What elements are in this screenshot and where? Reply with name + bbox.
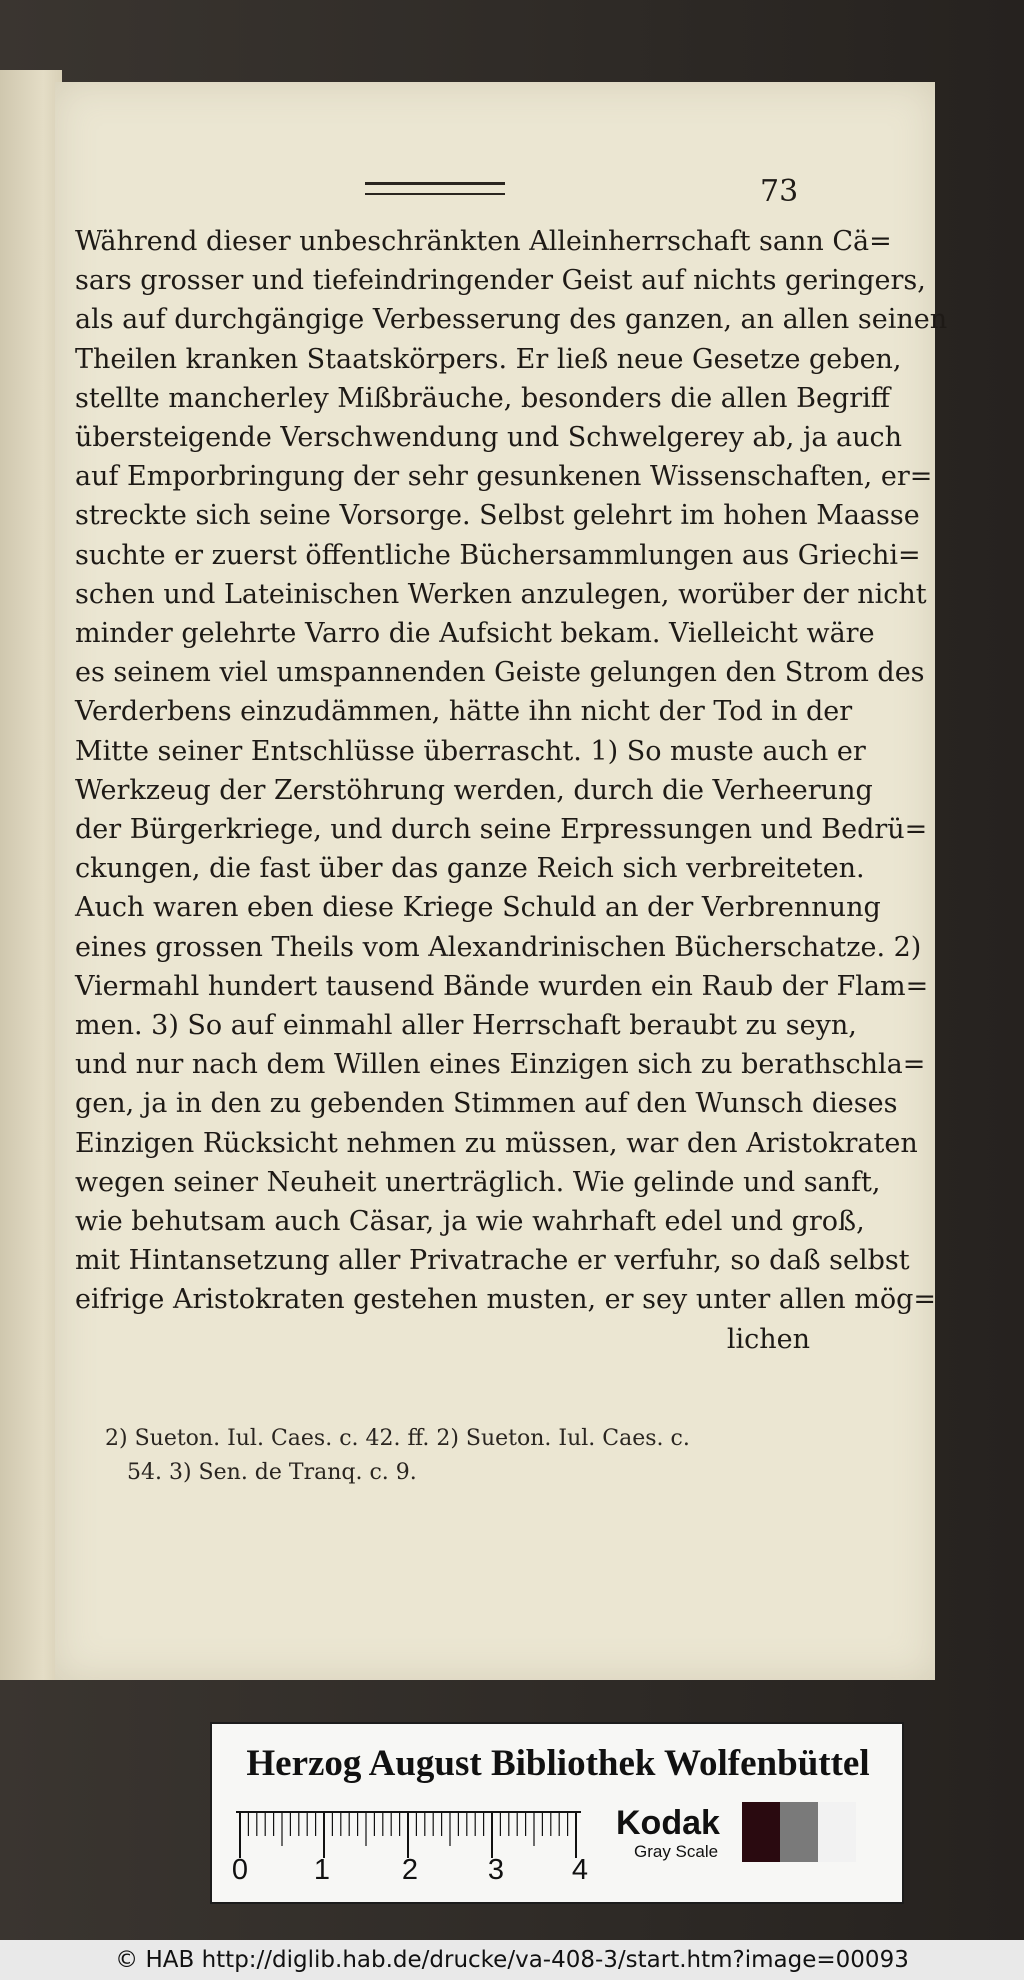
book-page xyxy=(55,82,948,1680)
text-line: minder gelehrte Varro die Aufsicht bekam. Vielleicht wäre xyxy=(75,618,875,650)
measurement-ruler xyxy=(236,1808,581,1860)
gray-scale-label: Gray Scale xyxy=(634,1842,719,1861)
text-line: gen, ja in den zu gebenden Stimmen auf den Wunsch dieses xyxy=(75,1088,898,1120)
text-line: Einzigen Rücksicht nehmen zu müssen, war den Aristokraten xyxy=(75,1127,918,1159)
text-line: men. 3) So auf einmahl aller Herrschaft beraubt zu seyn, xyxy=(75,1010,857,1042)
text-line: ckungen, die fast über das ganze Reich sich verbreiteten. xyxy=(75,853,865,885)
credit-bar xyxy=(0,1940,1024,1980)
color-target-card xyxy=(210,1722,904,1904)
footnote-line: 2) Sueton. Iul. Caes. c. 42. ff. 2) Sueton. Iul. Caes. c. xyxy=(105,1426,690,1451)
kodak-logo: Kodak xyxy=(616,1804,720,1842)
text-line: eifrige Aristokraten gestehen musten, er sey unter allen mög= xyxy=(75,1284,936,1316)
footnote-line: 54. 3) Sen. de Tranq. c. 9. xyxy=(127,1460,417,1485)
text-line: wie behutsam auch Cäsar, ja wie wahrhaft edel und groß, xyxy=(75,1206,865,1238)
library-name: Herzog August Bibliothek Wolfenbüttel xyxy=(246,1743,870,1784)
page-number: 73 xyxy=(760,174,799,209)
text-line: schen und Lateinischen Werken anzulegen, worüber der nicht xyxy=(75,578,927,610)
credit-link[interactable]: © HAB http://diglib.hab.de/drucke/va-408-3/start.htm?image=00093 xyxy=(115,1947,909,1973)
text-line: suchte er zuerst öffentliche Büchersammlungen aus Griechi= xyxy=(75,539,921,571)
ruler-label: 2 xyxy=(401,1854,419,1886)
text-line: Viermahl hundert tausend Bände wurden ein Raub der Flam= xyxy=(75,970,929,1002)
header-rule xyxy=(365,182,505,195)
gray-scale-swatches xyxy=(742,1802,856,1862)
text-line: übersteigende Verschwendung und Schwelgerey ab, ja auch xyxy=(75,422,903,454)
swatch-mid xyxy=(780,1802,818,1862)
text-line: und nur nach dem Willen eines Einzigen sich zu berathschla= xyxy=(75,1049,926,1081)
text-line: Auch waren eben diese Kriege Schuld an der Verbrennung xyxy=(75,892,881,924)
text-line: Während dieser unbeschränkten Alleinherrschaft sann Cä= xyxy=(75,226,892,257)
adjacent-page-edge xyxy=(0,70,62,1680)
text-line: Verderbens einzudämmen, hätte ihn nicht der Tod in der xyxy=(75,696,853,728)
text-line: der Bürgerkriege, und durch seine Erpressungen und Bedrü= xyxy=(75,814,928,846)
text-line: streckte sich seine Vorsorge. Selbst gelehrt im hohen Maasse xyxy=(75,500,920,532)
text-line: eines grossen Theils vom Alexandrinischen Bücherschatze. 2) xyxy=(75,931,922,963)
ruler-label: 3 xyxy=(487,1854,505,1886)
text-line: Mitte seiner Entschlüsse überrascht. 1) So muste auch er xyxy=(75,735,866,767)
text-line: mit Hintansetzung aller Privatrache er verfuhr, so daß selbst xyxy=(75,1245,910,1277)
text-line: lichen xyxy=(726,1323,810,1355)
ruler-label: 0 xyxy=(231,1854,249,1886)
text-line: wegen seiner Neuheit unerträglich. Wie gelinde und sanft, xyxy=(75,1166,881,1198)
text-line: als auf durchgängige Verbesserung des ganzen, an allen seinen xyxy=(75,304,948,336)
swatch-dark xyxy=(742,1802,780,1862)
ruler-label: 1 xyxy=(313,1854,331,1886)
text-line: es seinem viel umspannenden Geiste gelungen den Strom des xyxy=(75,657,925,689)
text-line: Theilen kranken Staatskörpers. Er ließ neue Gesetze geben, xyxy=(75,343,902,375)
text-line: auf Emporbringung der sehr gesunkenen Wissenschaften, er= xyxy=(75,461,933,493)
footnotes xyxy=(105,1422,810,1490)
text-line: Werkzeug der Zerstöhrung werden, durch die Verheerung xyxy=(75,774,873,806)
ruler-label: 4 xyxy=(571,1854,589,1886)
swatch-light xyxy=(818,1802,856,1862)
text-line: sars grosser und tiefeindringender Geist auf nichts geringers, xyxy=(75,265,926,297)
text-line: stellte mancherley Mißbräuche, besonders die allen Begriff xyxy=(75,382,890,414)
body-text xyxy=(75,222,948,1359)
